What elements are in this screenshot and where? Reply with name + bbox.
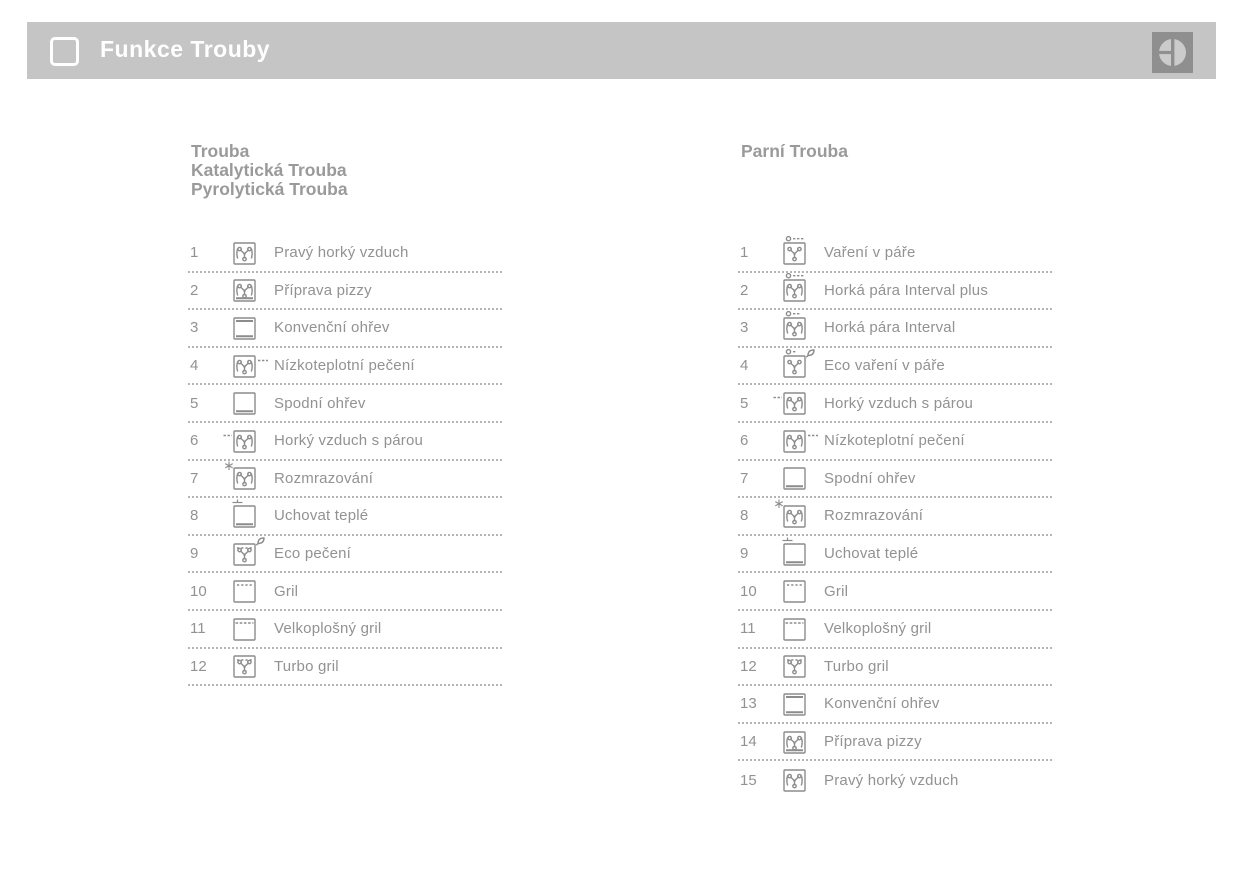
function-row	[188, 649, 502, 687]
column-title-line: Trouba	[191, 141, 250, 161]
function-row	[738, 611, 1052, 649]
function-label: Konvenční ohřev	[824, 695, 940, 713]
function-row	[188, 423, 502, 461]
fan-with-steam-icon	[772, 385, 824, 421]
function-label: Gril	[824, 582, 849, 600]
function-label: Gril	[274, 582, 299, 600]
function-row	[188, 573, 502, 611]
row-number: 4	[190, 357, 199, 375]
function-row	[188, 235, 502, 273]
row-number: 8	[740, 507, 749, 525]
function-label: Nízkoteplotní pečení	[274, 357, 415, 375]
low-temp-baking-icon	[222, 348, 274, 384]
column-title-line: Pyrolytická Trouba	[191, 179, 348, 199]
function-row	[188, 348, 502, 386]
defrost-icon	[222, 460, 274, 496]
keep-warm-icon	[222, 498, 274, 534]
low-temp-baking-icon	[772, 423, 824, 459]
oven-column-title	[188, 142, 504, 199]
function-row	[738, 724, 1052, 762]
true-fan-icon	[772, 762, 824, 798]
row-number: 1	[190, 244, 199, 262]
steam-column-title	[738, 142, 1054, 161]
turbo-grill-icon	[772, 648, 824, 684]
row-number: 6	[740, 432, 749, 450]
row-number: 14	[740, 733, 757, 751]
function-label: Příprava pizzy	[274, 281, 372, 299]
eco-baking-icon	[222, 536, 274, 572]
row-number: 3	[190, 319, 199, 337]
row-number: 5	[190, 394, 199, 412]
column-title-line: Parní Trouba	[741, 141, 848, 161]
row-number: 2	[740, 281, 749, 299]
function-label: Horká pára Interval plus	[824, 281, 989, 299]
row-number: 11	[740, 620, 756, 638]
conventional-heat-icon	[772, 686, 824, 722]
rounded-square-outline-icon	[50, 37, 79, 66]
bottom-heat-icon	[222, 385, 274, 421]
function-row	[188, 273, 502, 311]
row-number: 6	[190, 432, 199, 450]
function-row	[188, 385, 502, 423]
page-title: Funkce Trouby	[100, 36, 271, 62]
grill-icon	[222, 573, 274, 609]
function-label: Spodní ohřev	[824, 469, 916, 487]
function-row	[738, 423, 1052, 461]
bottom-heat-icon	[772, 460, 824, 496]
row-number: 12	[740, 657, 757, 675]
wide-grill-icon	[772, 611, 824, 647]
row-number: 2	[190, 281, 199, 299]
row-number: 12	[190, 657, 207, 675]
function-label: Pravý horký vzduch	[274, 244, 409, 262]
grill-icon	[772, 573, 824, 609]
steam-function-list	[738, 235, 1052, 799]
defrost-icon	[772, 498, 824, 534]
steam-interval-icon	[772, 310, 824, 346]
row-number: 9	[190, 545, 199, 563]
oven-function-list	[188, 235, 502, 686]
function-label: Spodní ohřev	[274, 394, 366, 412]
function-row	[188, 498, 502, 536]
function-label: Příprava pizzy	[824, 733, 922, 751]
function-row	[738, 536, 1052, 574]
function-label: Horká pára Interval	[824, 319, 956, 337]
function-label: Rozmrazování	[824, 507, 924, 525]
steam-cooking-icon	[772, 235, 824, 271]
function-row	[188, 461, 502, 499]
function-label: Pravý horký vzduch	[824, 771, 959, 789]
function-label: Eco vaření v páře	[824, 357, 945, 375]
row-number: 10	[740, 582, 757, 600]
steam-interval-plus-icon	[772, 272, 824, 308]
conventional-heat-icon	[222, 310, 274, 346]
steam-oven-functions-column	[738, 141, 1054, 789]
function-row	[738, 649, 1052, 687]
row-number: 4	[740, 357, 749, 375]
row-number: 10	[190, 582, 207, 600]
function-label: Uchovat teplé	[824, 545, 919, 563]
keep-warm-icon	[772, 536, 824, 572]
function-label: Uchovat teplé	[274, 507, 369, 525]
function-row	[738, 310, 1052, 348]
function-row	[738, 235, 1052, 273]
row-number: 15	[740, 771, 757, 789]
function-row	[188, 536, 502, 574]
oven-functions-column	[188, 141, 504, 675]
function-row	[738, 686, 1052, 724]
function-row	[738, 273, 1052, 311]
function-row	[738, 498, 1052, 536]
header-bar	[27, 22, 1216, 79]
function-label: Velkoplošný gril	[824, 620, 932, 638]
function-label: Horký vzduch s párou	[274, 432, 424, 450]
fan-with-steam-icon	[222, 423, 274, 459]
row-number: 1	[740, 244, 749, 262]
true-fan-icon	[222, 235, 274, 271]
function-label: Velkoplošný gril	[274, 620, 382, 638]
function-row	[188, 310, 502, 348]
function-row	[738, 461, 1052, 499]
function-row	[738, 385, 1052, 423]
row-number: 3	[740, 319, 749, 337]
wide-grill-icon	[222, 611, 274, 647]
turbo-grill-icon	[222, 648, 274, 684]
function-row	[738, 348, 1052, 386]
row-number: 7	[740, 469, 749, 487]
pizza-icon	[772, 724, 824, 760]
electrolux-logo-icon	[1152, 32, 1193, 73]
pizza-icon	[222, 272, 274, 308]
function-label: Horký vzduch s párou	[824, 394, 974, 412]
function-label: Eco pečení	[274, 545, 352, 563]
row-number: 8	[190, 507, 199, 525]
column-title-line: Katalytická Trouba	[191, 160, 347, 180]
eco-steam-icon	[772, 348, 824, 384]
function-label: Vaření v páře	[824, 244, 916, 262]
function-row	[738, 573, 1052, 611]
function-label: Nízkoteplotní pečení	[824, 432, 965, 450]
row-number: 13	[740, 695, 757, 713]
function-label: Turbo gril	[274, 657, 339, 675]
function-label: Konvenční ohřev	[274, 319, 390, 337]
function-label: Turbo gril	[824, 657, 889, 675]
row-number: 7	[190, 469, 199, 487]
row-number: 5	[740, 394, 749, 412]
function-row	[188, 611, 502, 649]
function-label: Rozmrazování	[274, 469, 374, 487]
function-row	[738, 761, 1052, 799]
row-number: 9	[740, 545, 749, 563]
row-number: 11	[190, 620, 206, 638]
